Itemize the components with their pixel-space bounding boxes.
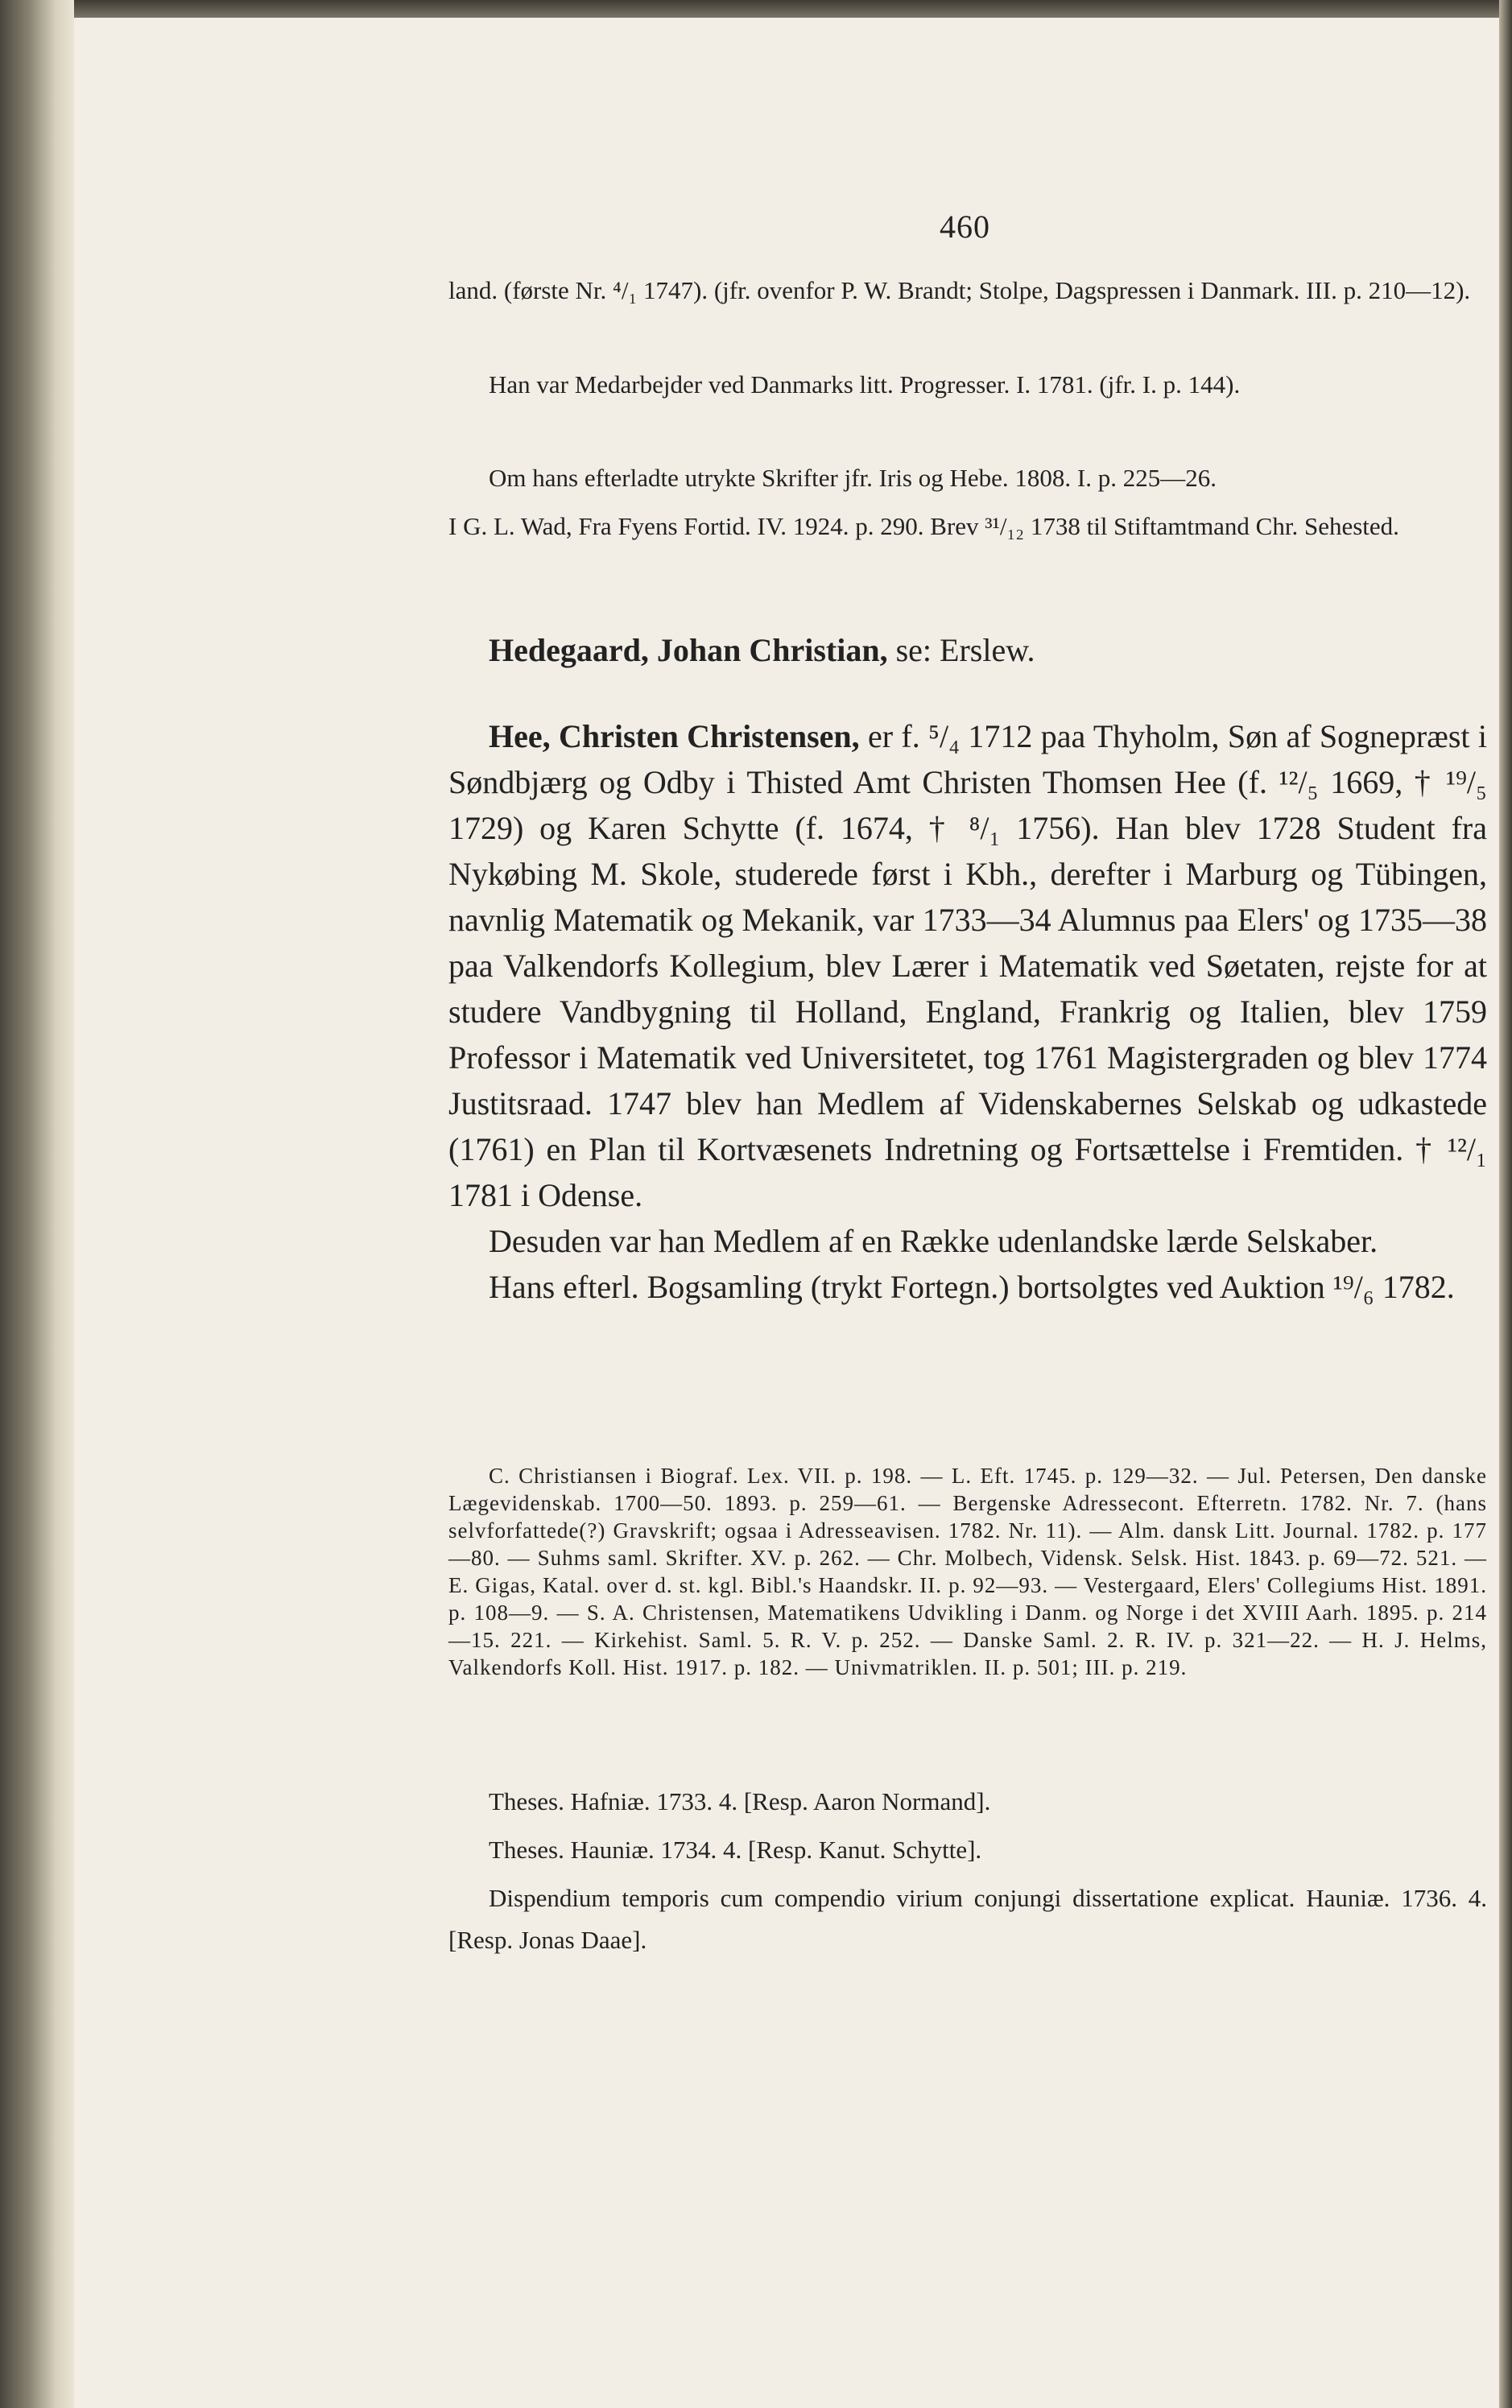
page-number: 460 — [940, 209, 990, 245]
works-list — [448, 1781, 1487, 1961]
scan-edge-right — [1499, 0, 1512, 2408]
intro-paragraph-2: Han var Medarbejder ved Danmarks litt. Progresser. I. 1781. (jfr. I. p. 144). — [489, 370, 1241, 399]
intro-paragraph-4: I G. L. Wad, Fra Fyens Fortid. IV. 1924. p. 290. Brev ³¹/₁₂ 1738 til Stiftamtmand Chr. Sehested. — [448, 512, 1399, 540]
intro-paragraph-1: land. (første Nr. ⁴/₁ 1747). (jfr. ovenfor P. W. Brandt; Stolpe, Dagspressen i Danmark. III. p. 210—12). — [448, 276, 1471, 304]
crossref-text: se: Erslew. — [887, 632, 1035, 668]
entry-paragraph-1 — [448, 713, 1487, 1218]
work-item-1: Theses. Hafniæ. 1733. 4. [Resp. Aaron Normand]. — [489, 1787, 991, 1815]
crossref-heading: Hedegaard, Johan Christian, — [489, 632, 888, 668]
work-item-2: Theses. Hauniæ. 1734. 4. [Resp. Kanut. Schytte]. — [489, 1836, 982, 1864]
scan-gutter-left — [0, 0, 74, 2408]
work-item-3: Dispendium temporis cum compendio virium conjungi dissertatione explicat. Hauniæ. 1736. 4. [Resp. Jonas Daae]. — [448, 1884, 1487, 1954]
crossref-entry — [448, 627, 1487, 673]
entry-body: er f. ⁵/₄ 1712 paa Thyholm, Søn af Sognepræst i Søndbjærg og Odby i Thisted Amt Christen Thomsen Hee (f. ¹²/₅ 1669, † ¹⁹/₅ 1729) og Karen Schytte (f. 1674, † ⁸/₁ 1756). Han blev 1728 Student fra Nykøbing M. Skole, studerede først i Kbh., derefter i Marburg og Tübingen, navnlig Matematik og Mekanik, var 1733—34 Alumnus paa Elers' og 1735—38 paa Valkendorfs Kollegium, blev Lærer i Matematik ved Søetaten, rejste for at studere Vandbygning til Holland, England, Frankrig og Italien, blev 1759 Professor i Matematik ved Universitetet, tog 1761 Magistergraden og blev 1774 Justitsraad. 1747 blev han Medlem af Videnskabernes Selskab og udkastede (1761) en Plan til Kortvæsenets Indretning og Fortsættelse i Fremtiden. † ¹²/₁ 1781 i Odense. — [448, 718, 1487, 1213]
entry-paragraph-3: Hans efterl. Bogsamling (trykt Fortegn.) bortsolgtes ved Auktion ¹⁹/₆ 1782. — [489, 1269, 1455, 1305]
entry-heading: Hee, Christen Christensen, — [489, 718, 860, 754]
intro-paragraph-3: Om hans efterladte utrykte Skrifter jfr. Iris og Hebe. 1808. I. p. 225—26. — [489, 464, 1217, 492]
references-paragraph: C. Christiansen i Biograf. Lex. VII. p. 198. — L. Eft. 1745. p. 129—32. — Jul. Petersen, Den danske Lægevidenskab. 1700—50. 1893. p. 259—61. — Bergenske Adressecont. Efterretn. 1782. Nr. 7. (hans selvforfattede(?) Gravskrift; ogsaa i Adresseavisen. 1782. Nr. 11). — Alm. dansk Litt. Journal. 1782. p. 177—80. — Suhms saml. Skrifter. XV. p. 262. — Chr. Molbech, Vidensk. Selsk. Hist. 1843. p. 69—72. 521. — E. Gigas, Katal. over d. st. kgl. Bibl.'s Haandskr. II. p. 92—93. — Vestergaard, Elers' Collegiums Hist. 1891. p. 108—9. — S. A. Christensen, Matematikens Udvikling i Danm. og Norge i det XVIII Aarh. 1895. p. 214—15. 221. — Kirkehist. Saml. 5. R. V. p. 252. — Danske Saml. 2. R. IV. p. 321—22. — H. J. Helms, Valkendorfs Koll. Hist. 1917. p. 182. — Univmatriklen. II. p. 501; III. p. 219. — [448, 1464, 1487, 1679]
book-page — [74, 18, 1499, 2408]
main-entry — [448, 713, 1487, 1310]
entry-paragraph-2: Desuden var han Medlem af en Række udenlandske lærde Selskaber. — [489, 1223, 1378, 1259]
scan-shadow-top — [0, 0, 1512, 18]
